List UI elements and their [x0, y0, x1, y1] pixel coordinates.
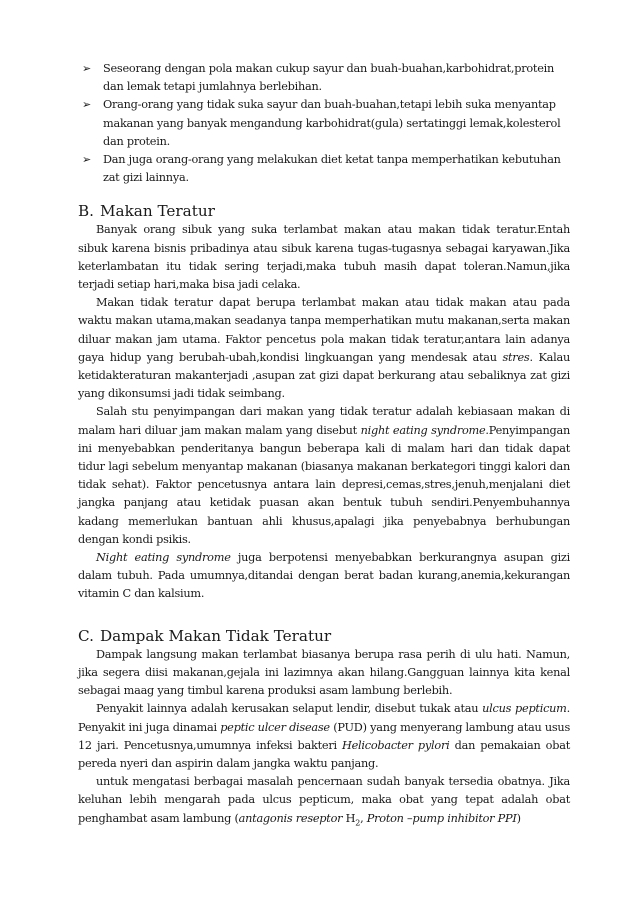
- paragraph-text: . Kalau ketidakteraturan makanterjadi ,asupan zat gizi dapat berkurang atau sebaliknya zat gizi yang dikonsumsi jadi tidak seimbang.: [78, 350, 570, 401]
- arrow-bullet-icon: ➢: [82, 62, 91, 75]
- italic-term: Proton –pump inhibitor PPI: [366, 811, 517, 825]
- section-b-paragraph-2: [78, 294, 570, 403]
- paragraph-text: (PUD) yang menyerang lambung atau usus 12 jari. Pencetusnya,umumnya infeksi bakteri: [78, 720, 570, 752]
- paragraph-text: Makan tidak teratur dapat berupa terlambat makan atau tidak makan atau pada waktu makan utama,makan seadanya tanpa memperhatikan mutu makanan,serta makan diluar makan jam utama. Faktor pencetus pola makan tidak teratur,antara lain adanya gaya hidup yang berubah-ubah,kondisi lingkuangan yang mendesak atau: [78, 296, 570, 364]
- bullet-text: Orang-orang yang tidak suka sayur dan buah-buahan,tetapi lebih suka menyantap makanan yang banyak mengandung karbohidrat(gula) sertatinggi lemak,kolesterol dan protein.: [103, 98, 561, 148]
- list-item: [81, 60, 570, 96]
- italic-term: stres: [502, 350, 530, 364]
- paragraph-text: untuk mengatasi berbagai masalah pencernaan sudah banyak tersedia obatnya. Jika keluhan lebih mengarah pada ulcus pepticum, maka obat yang tepat adalah obat penghambat asam lambung (: [78, 775, 570, 825]
- section-b-paragraph-4: [78, 549, 570, 604]
- italic-term: peptic ulcer disease: [220, 720, 330, 734]
- italic-term: Night eating syndrome: [96, 551, 231, 565]
- italic-term: night eating syndrome: [360, 423, 486, 437]
- paragraph-text: Banyak orang sibuk yang suka terlambat makan atau makan tidak teratur.Entah sibuk karena bisnis pribadinya atau sibuk karena tugas-tugasnya sebagai karyawan.Jika keterlambatan itu tidak sering terjadi,maka tubuh masih dapat toleran.Namun,jika terjadi setiap hari,maka bisa jadi celaka.: [78, 223, 570, 292]
- arrow-bullet-icon: ➢: [82, 153, 91, 167]
- paragraph-text: ): [516, 811, 521, 825]
- section-c-heading: [78, 626, 570, 646]
- section-c-title: Dampak Makan Tidak Teratur: [100, 626, 332, 645]
- bullet-list: [78, 60, 570, 187]
- document-page: [78, 60, 570, 828]
- paragraph-text: . Penyakit ini juga dinamai: [78, 702, 570, 734]
- subscript: 2: [355, 817, 361, 827]
- paragraph-text: Penyakit lainnya adalah kerusakan selaput lendir, disebut tukak atau: [96, 702, 483, 716]
- section-c-paragraph-1: [78, 646, 570, 701]
- list-item: [81, 96, 570, 151]
- section-b-paragraph-3: [78, 403, 570, 549]
- italic-term: ulcus pepticum: [482, 702, 567, 716]
- section-c-paragraph-2: [78, 700, 570, 773]
- list-item: [81, 151, 570, 187]
- bullet-text: Seseorang dengan pola makan cukup sayur dan buah-buahan,karbohidrat,protein dan lemak tetapi jumlahnya berlebihan.: [103, 62, 555, 94]
- paragraph-text: juga berpotensi menyebabkan berkurangnya asupan gizi dalam tubuh. Pada umumnya,ditandai dengan berat badan kurang,anemia,kekurangan vitamin C dan kalsium.: [78, 551, 570, 601]
- italic-term: Helicobacter pylori: [341, 738, 450, 752]
- paragraph-text: dan pemakaian obat pereda nyeri dan aspirin dalam jangka waktu panjang.: [78, 738, 570, 770]
- section-c-paragraph-3: [78, 773, 570, 828]
- paragraph-text: Dampak langsung makan terlambat biasanya berupa rasa perih di ulu hati. Namun, jika segera diisi makanan,gejala ini lazimnya akan hilang.Gangguan lainnya kita kenal sebagai maag yang timbul karena produksi asam lambung berlebih.: [78, 647, 570, 698]
- section-b-letter: B.: [78, 202, 94, 221]
- section-b-title: Makan Teratur: [100, 202, 215, 221]
- bullet-text: Dan juga orang-orang yang melakukan diet ketat tanpa memperhatikan kebutuhan zat gizi lainnya.: [103, 153, 561, 185]
- section-b-heading: [78, 201, 570, 221]
- paragraph-text: ,: [360, 811, 367, 825]
- paragraph-text: H: [342, 811, 356, 825]
- arrow-bullet-icon: ➢: [82, 98, 91, 112]
- italic-term: antagonis reseptor: [238, 811, 343, 825]
- paragraph-text: Salah stu penyimpangan dari makan yang tidak teratur adalah kebiasaan makan di malam hari diluar jam makan malam yang disebut: [78, 405, 570, 437]
- section-b-paragraph-1: [78, 221, 570, 294]
- paragraph-text: .Penyimpangan ini menyebabkan penderitanya bangun beberapa kali di malam hari dan tidak dapat tidur lagi sebelum menyantap makanan (biasanya makanan berkategori tinggi kalori dan tidak sehat). Faktor pencetusnya antara lain depresi,cemas,stres,jenuh,menjalani diet jangka panjang atau ketidak puasan akan bentuk tubuh sendiri.Penyembuhannya kadang memerlukan bantuan ahli khusus,apalagi jika penyebabnya berhubungan dengan kondi psikis.: [78, 423, 571, 546]
- section-c-letter: C.: [78, 626, 94, 645]
